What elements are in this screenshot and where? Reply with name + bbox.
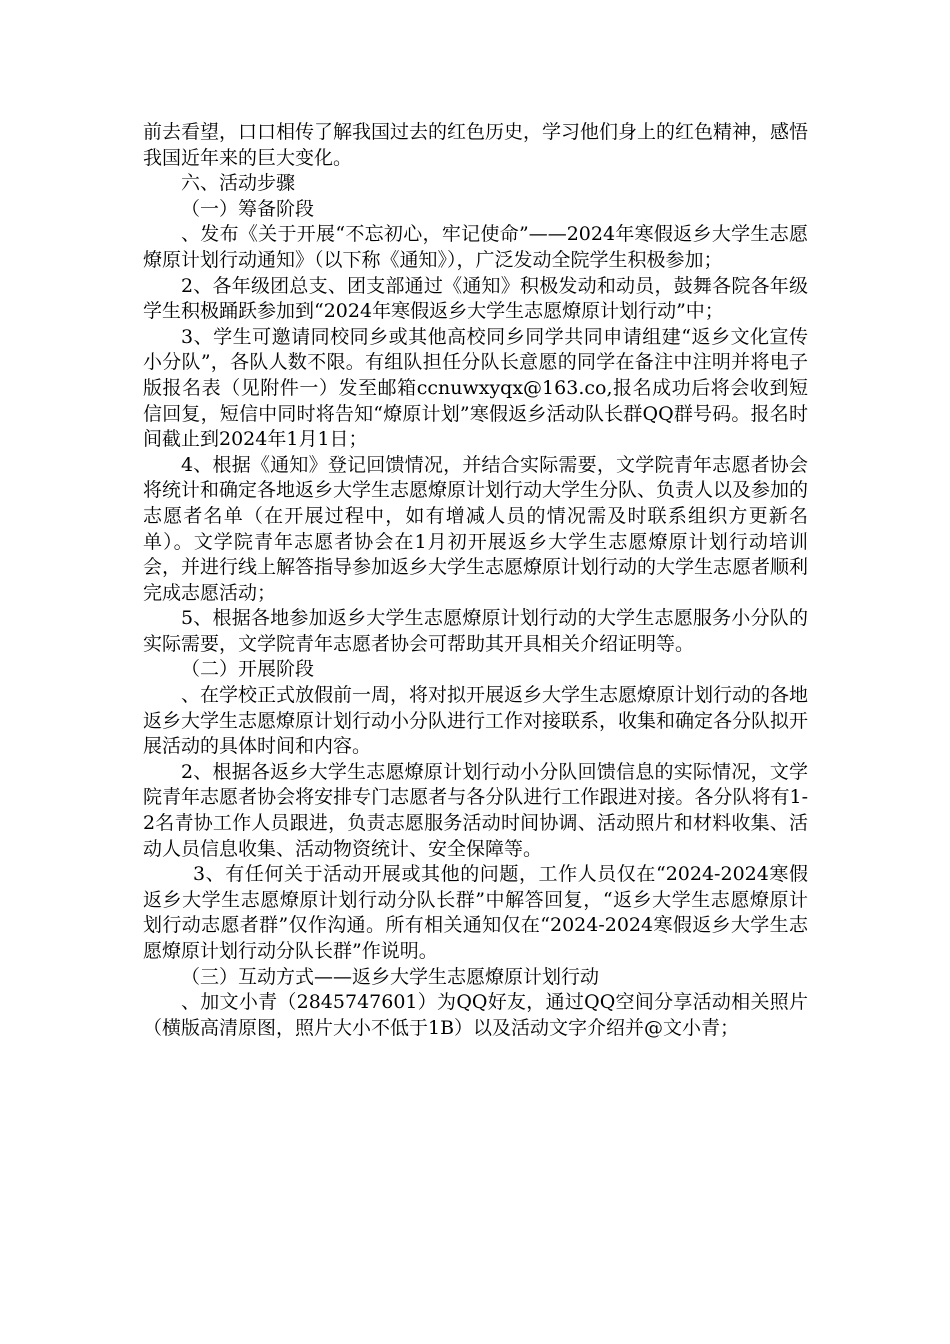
paragraph-exec-item-1: 、在学校正式放假前一周，将对拟开展返乡大学生志愿燎原计划行动的各地返乡大学生志愿燎原计划行动小分队进行工作对接联系，收集和确定各分队拟开展活动的具体时间和内容。	[143, 684, 809, 758]
paragraph-prep-item-4: 4、根据《通知》登记回馈情况，并结合实际需要，文学院青年志愿者协会将统计和确定各地返乡大学生志愿燎原计划行动大学生分队、负责人以及参加的志愿者名单（在开展过程中，如有增减人员的情况需及时联系组织方更新名单）。文学院青年志愿者协会在1月初开展返乡大学生志愿燎原计划行动培训会，并进行线上解答指导参加返乡大学生志愿燎原计划行动的大学生志愿者顺利完成志愿活动；	[143, 453, 809, 604]
subsection-heading-interaction: （三）互动方式——返乡大学生志愿燎原计划行动	[181, 965, 600, 988]
section-heading-activity-steps: 六、活动步骤	[181, 172, 296, 195]
paragraph-exec-item-2: 2、根据各返乡大学生志愿燎原计划行动小分队回馈信息的实际情况，文学院青年志愿者协会将安排专门志愿者与各分队进行工作跟进对接。各分队将有1-2名青协工作人员跟进，负责志愿服务活动时间协调、活动照片和材料收集、活动人员信息收集、活动物资统计、安全保障等。	[143, 760, 808, 860]
paragraph-prep-item-5: 5、根据各地参加返乡大学生志愿燎原计划行动的大学生志愿服务小分队的实际需要，文学院青年志愿者协会可帮助其开具相关介绍证明等。	[143, 607, 808, 655]
paragraph-continuation: 前去看望，口口相传了解我国过去的红色历史，学习他们身上的红色精神，感悟我国近年来的巨大变化。	[143, 121, 809, 169]
document-body	[143, 120, 808, 1041]
subsection-heading-preparation: （一）筹备阶段	[181, 197, 315, 220]
paragraph-exec-item-3: 3、有任何关于活动开展或其他的问题，工作人员仅在“2024-2024寒假返乡大学生志愿燎原计划行动分队长群”中解答回复，“返乡大学生志愿燎原计划行动志愿者群”仅作沟通。所有相关通知仅在“2024-2024寒假返乡大学生志愿燎原计划行动分队长群”作说明。	[143, 863, 808, 962]
paragraph-interaction-item-1: 、加文小青（2845747601）为QQ好友，通过QQ空间分享活动相关照片（横版高清原图，照片大小不低于1B）以及活动文字介绍并@文小青；	[143, 991, 808, 1039]
paragraph-prep-item-2: 2、各年级团总支、团支部通过《通知》积极发动和动员，鼓舞各院各年级学生积极踊跃参加到“2024年寒假返乡大学生志愿燎原计划行动”中；	[143, 274, 808, 323]
paragraph-prep-item-3: 3、学生可邀请同校同乡或其他高校同乡同学共同申请组建“返乡文化宣传小分队”，各队人数不限。有组队担任分队长意愿的同学在备注中注明并将电子版报名表（见附件一）发至邮箱ccnuwxyqx@163.co,报名成功后将会收到短信回复，短信中同时将告知“燎原计划”寒假返乡活动队长群QQ群号码。报名时间截止到2024年1月1日；	[143, 325, 808, 451]
paragraph-prep-item-1: 、发布《关于开展“不忘初心，牢记使命”——2024年寒假返乡大学生志愿燎原计划行动通知》（以下称《通知》），广泛发动全院学生积极参加；	[143, 223, 808, 271]
subsection-heading-execution: （二）开展阶段	[181, 658, 315, 681]
